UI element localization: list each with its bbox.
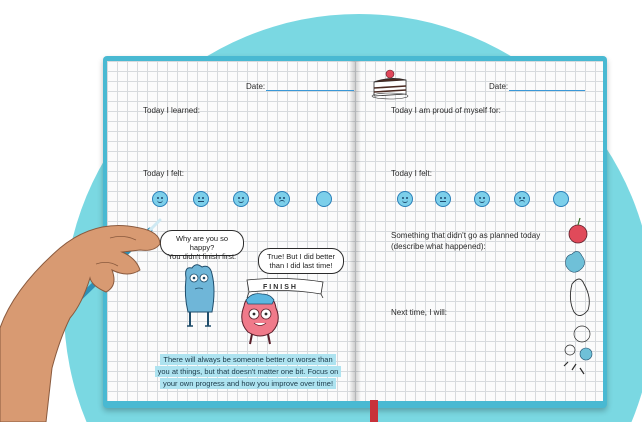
left-happy-face-icon[interactable]	[152, 191, 168, 207]
right-date-line[interactable]	[509, 90, 585, 91]
bubble-question-line-2: You didn't finish first.	[167, 252, 237, 261]
right-date-label: Date:	[489, 82, 509, 91]
left-date-label: Date:	[246, 82, 266, 91]
right-sad-face-icon[interactable]	[514, 191, 530, 207]
bubble-answer-line-2: than I did last time!	[269, 261, 333, 270]
tip-line-3: your own progress and how you improve over time!	[160, 378, 336, 389]
plan-label-line-1: Something that didn't go as planned today	[391, 231, 541, 240]
left-blank-face-icon[interactable]	[316, 191, 332, 207]
left-silly-face-icon[interactable]	[233, 191, 249, 207]
hand-holding-pen-illustration	[0, 208, 182, 422]
bubble-question-line-1: Why are you so happy?	[175, 234, 229, 252]
fruit-doodles-illustration	[558, 204, 598, 380]
book-gutter	[349, 61, 361, 401]
bookmark-ribbon	[370, 400, 378, 422]
next-time-label: Next time, I will:	[391, 308, 448, 317]
right-silly-face-icon[interactable]	[474, 191, 490, 207]
left-felt-label: Today I felt:	[143, 169, 184, 178]
bubble-answer-line-1: True! But I did better	[266, 252, 336, 261]
cake-illustration	[370, 68, 410, 100]
tip-line-1: There will always be someone better or worse than	[160, 354, 335, 365]
plan-label-line-2: (describe what happened):	[391, 242, 486, 251]
tip-line-2: you at things, but that doesn't matter one bit. Focus on	[155, 366, 342, 377]
left-neutral-face-icon[interactable]	[193, 191, 209, 207]
blue-monster-illustration	[178, 262, 220, 330]
right-neutral-face-icon[interactable]	[435, 191, 451, 207]
learned-label: Today I learned:	[143, 106, 200, 115]
finish-banner-text: FINISH	[263, 284, 298, 291]
left-sad-face-icon[interactable]	[274, 191, 290, 207]
left-date-line[interactable]	[266, 90, 354, 91]
proud-label: Today I am proud of myself for:	[391, 106, 501, 115]
right-felt-label: Today I felt:	[391, 169, 432, 178]
right-happy-face-icon[interactable]	[397, 191, 413, 207]
answer-speech-bubble	[258, 248, 344, 274]
pink-monster-illustration	[232, 290, 288, 348]
